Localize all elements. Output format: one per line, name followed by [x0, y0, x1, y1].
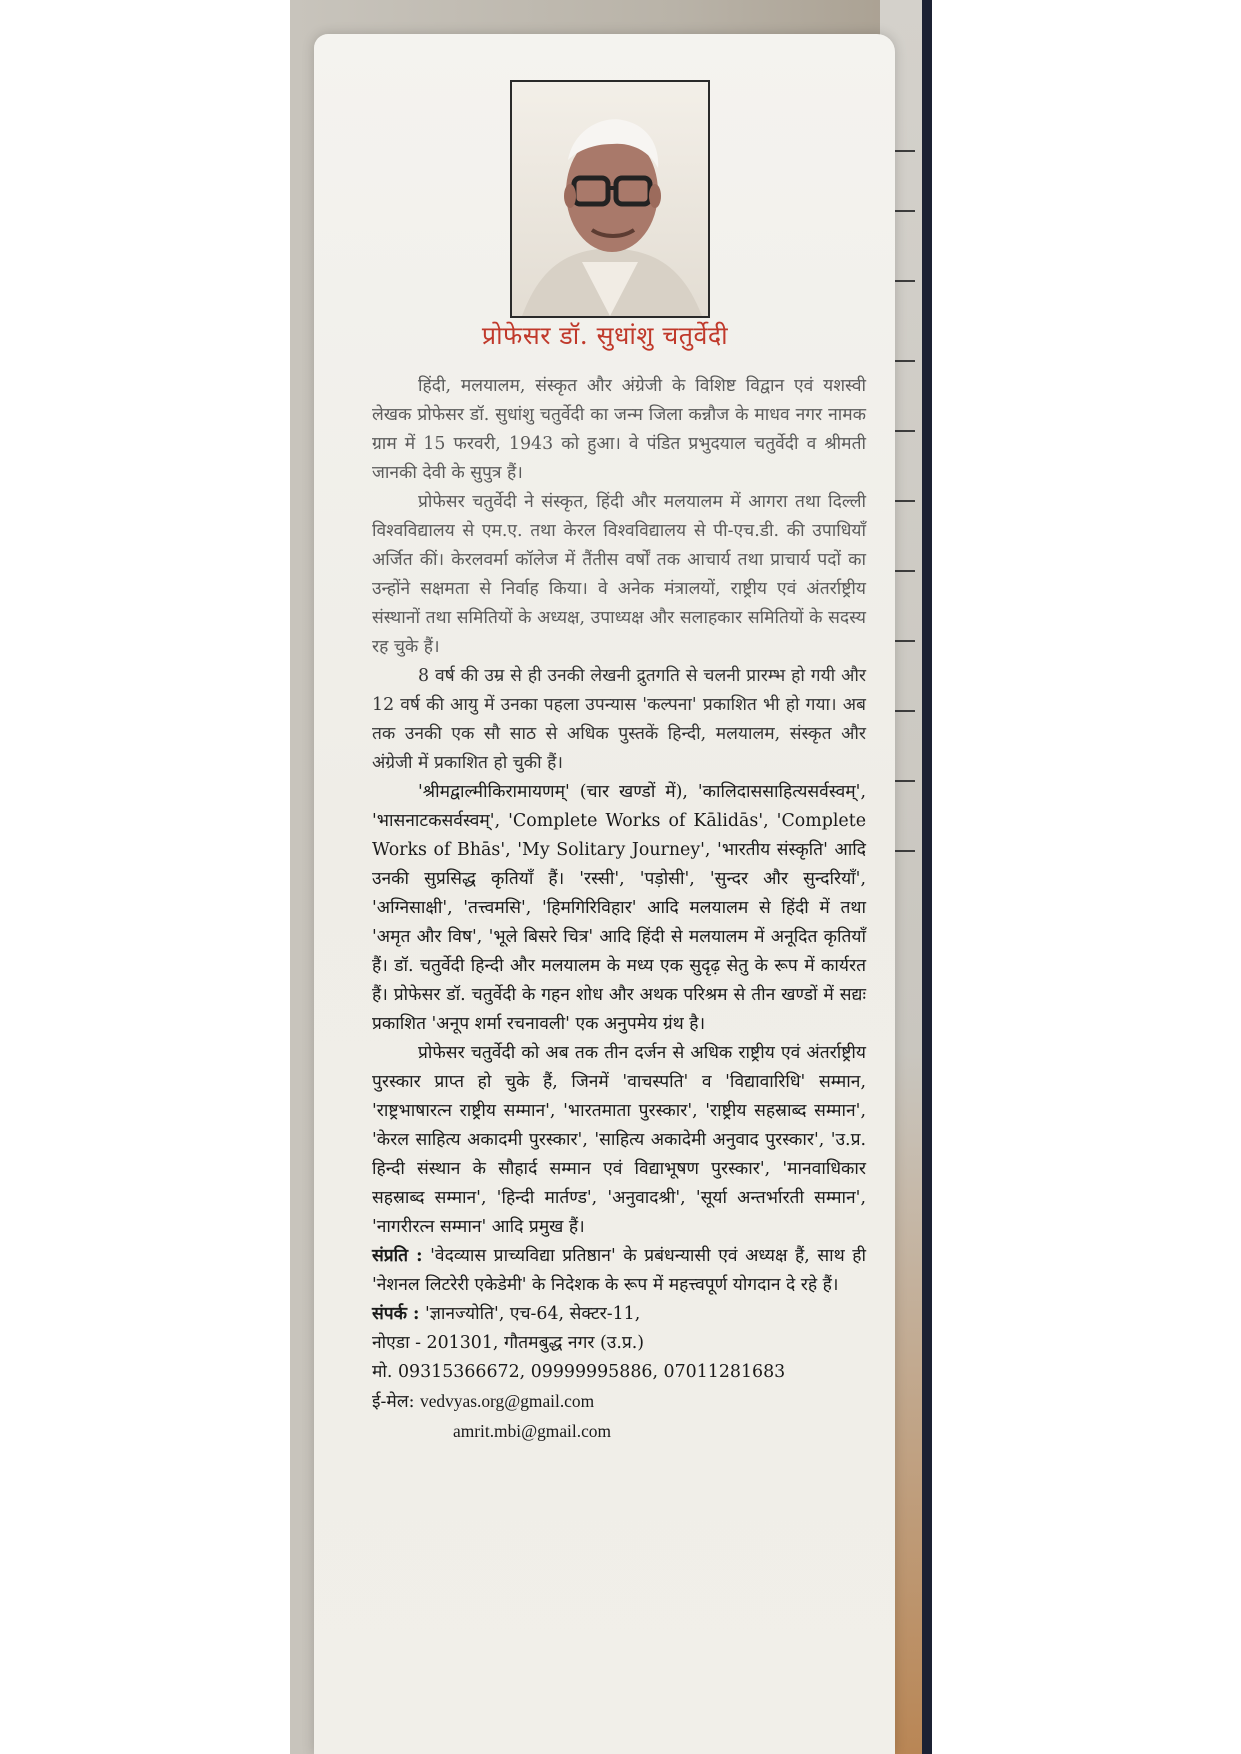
contact-email: [372, 1387, 866, 1446]
page-edge-mark: [893, 710, 915, 712]
bio-paragraph-intro: हिंदी, मलयालम, संस्कृत और अंग्रेजी के विशिष्ट विद्वान एवं यशस्वी लेखक प्रोफेसर डॉ. सुधांशु चतुर्वेदी का जन्म जिला कन्नौज के माधव नगर नामक ग्राम में 15 फरवरी, 1943 को हुआ। वे पंडित प्रभुदयाल चतुर्वेदी व श्रीमती जानकी देवी के सुपुत्र हैं।: [372, 376, 866, 483]
page-edge-mark: [893, 500, 915, 502]
bio-paragraph-awards: प्रोफेसर चतुर्वेदी को अब तक तीन दर्जन से अधिक राष्ट्रीय एवं अंतर्राष्ट्रीय पुरस्कार प्राप्त हो चुके हैं, जिनमें 'वाचस्पति' व 'विद्यावारिधि' सम्मान, 'राष्ट्रभाषारत्न राष्ट्रीय सम्मान', 'भारतमाता पुरस्कार', 'राष्ट्रीय सहस्राब्द सम्मान', 'केरल साहित्य अकादमी पुरस्कार', 'साहित्य अकादेमी अनुवाद पुरस्कार', 'उ.प्र. हिन्दी संस्थान के सौहार्द सम्मान एवं विद्याभूषण पुरस्कार', 'मानवाधिकार सहस्राब्द सम्मान', 'हिन्दी मार्तण्ड', 'अनुवादश्री', 'सूर्या अन्तर्भारती सम्मान', 'नागरीरत्न सम्मान' आदि प्रमुख हैं।: [372, 1043, 866, 1237]
email-row-primary: [372, 1387, 866, 1417]
current-position-label: संप्रति :: [372, 1246, 423, 1266]
contact-address-line2: नोएडा - 201301, गौतमबुद्ध नगर (उ.प्र.): [372, 1333, 645, 1353]
contact-address-line1: [372, 1300, 866, 1329]
page-edge-mark: [893, 640, 915, 642]
current-position: [372, 1242, 866, 1300]
bio-paragraph-education: प्रोफेसर चतुर्वेदी ने संस्कृत, हिंदी और मलयालम में आगरा तथा दिल्ली विश्वविद्यालय से एम.ए. तथा केरल विश्वविद्यालय से पी-एच.डी. की उपाधियाँ अर्जित कीं। केरलवर्मा कॉलेज में तैंतीस वर्षों तक आचार्य तथा प्राचार्य पदों का उन्होंने सक्षमता से निर्वाह किया। वे अनेक मंत्रालयों, राष्ट्रीय एवं अंतर्राष्ट्रीय संस्थानों तथा समितियों के अध्यक्ष, उपाध्यक्ष और सलाहकार समितियों के सदस्य रह चुके हैं।: [372, 492, 866, 657]
bio-paragraph-writing: 8 वर्ष की उम्र से ही उनकी लेखनी द्रुतगति से चलनी प्रारम्भ हो गयी और 12 वर्ष की आयु में उनका पहला उपन्यास 'कल्पना' प्रकाशित भी हो गया। अब तक उनकी एक सौ साठ से अधिक पुस्तकें हिन्दी, मलयालम, संस्कृत और अंग्रेजी में प्रकाशित हो चुकी हैं।: [372, 666, 866, 773]
page-edge-mark: [893, 360, 915, 362]
contact-phone-line: [372, 1358, 866, 1387]
contact-label: संपर्क :: [372, 1304, 420, 1324]
bio-paragraph-works: 'श्रीमद्वाल्मीकिरामायणम्' (चार खण्डों में), 'कालिदाससाहित्यसर्वस्वम्', 'भासनाटकसर्वस्वम्', 'Complete Works of Kālidās', 'Complete Works of Bhās', 'My Solitary Journey', 'भारतीय संस्कृति' आदि उनकी सुप्रसिद्ध कृतियाँ हैं। 'रस्सी', 'पड़ोसी', 'सुन्दर और सुन्दरियाँ', 'अग्निसाक्षी', 'तत्त्वमसि', 'हिमगिरिविहार' आदि मलयालम से हिंदी में तथा 'अमृत और विष', 'भूले बिसरे चित्र' आदि हिंदी से मलयालम में अनूदित कृतियाँ हैं। डॉ. चतुर्वेदी हिन्दी और मलयालम के मध्य एक सुदृढ़ सेतु के रूप में कार्यरत हैं। प्रोफेसर डॉ. चतुर्वेदी के गहन शोध और अथक परिश्रम से तीन खण्डों में सद्यः प्रकाशित 'अनूप शर्मा रचनावली' एक अनुपमेय ग्रंथ है।: [372, 782, 866, 1034]
current-position-text: 'वेदव्यास प्राच्यविद्या प्रतिष्ठान' के प्रबंधन्यासी एवं अध्यक्ष हैं, साथ ही 'नेशनल लिटरेरी एकेडेमी' के निदेशक के रूप में महत्त्वपूर्ण योगदान दे रहे हैं।: [372, 1246, 866, 1295]
page-edge-mark: [893, 430, 915, 432]
page-edge-mark: [893, 570, 915, 572]
page-edge-mark: [893, 780, 915, 782]
author-portrait-icon: [512, 82, 708, 316]
email-address-secondary[interactable]: amrit.mbi@gmail.com: [453, 1421, 612, 1441]
author-photo: [510, 80, 710, 318]
page-edge-mark: [893, 150, 915, 152]
binding-edge: [922, 0, 932, 1754]
page-edge-mark: [893, 850, 915, 852]
page-edge-mark: [893, 280, 915, 282]
contact-address-1: 'ज्ञानज्योति', एच-64, सेक्टर-11,: [425, 1304, 641, 1324]
author-name-caption: प्रोफेसर डॉ. सुधांशु चतुर्वेदी: [481, 321, 729, 350]
phone-label: मो.: [372, 1362, 393, 1382]
email-address-primary[interactable]: vedvyas.org@gmail.com: [420, 1391, 595, 1411]
page-edge-mark: [893, 210, 915, 212]
author-bio: [372, 372, 866, 1446]
email-label: ई-मेल:: [372, 1392, 415, 1412]
phone-numbers: 09315366672, 09999995886, 07011281683: [397, 1362, 786, 1382]
